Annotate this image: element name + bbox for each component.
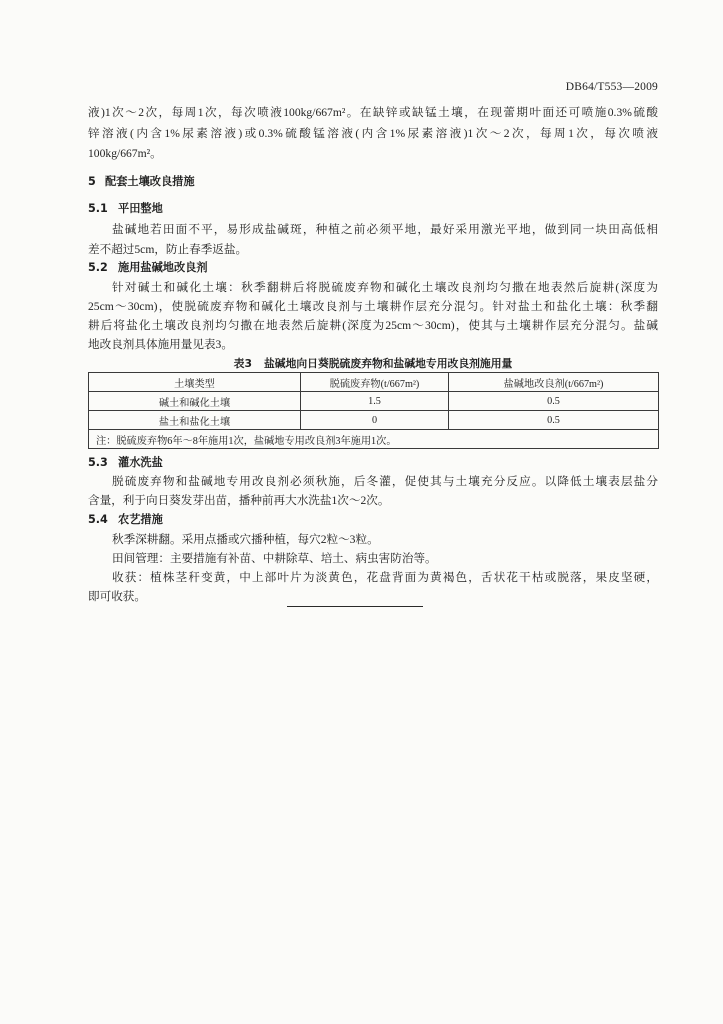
table-row [89,392,659,411]
section-5-4-heading [88,511,163,529]
table-cell: 碱土和碱化土壤 [89,392,301,411]
section-5-1-heading [88,200,163,218]
text-line: 差不超过5cm，防止春季返盐。 [88,243,248,256]
table-cell: 0 [301,411,449,430]
table-row [89,411,659,430]
section-5-1-body [88,220,658,260]
table-title: 盐碱地向日葵脱硫废弃物和盐碱地专用改良剂施用量 [263,357,513,370]
application-rate-table [88,372,659,449]
section-number: 5.1 [88,202,108,215]
text-line: 25cm～30cm)，使脱硫废弃物和碱化土壤改良剂与土壤耕作层充分混匀。针对盐土和盐化土壤：秋季翻 [88,299,658,313]
text-line: 100kg/667m²。 [88,147,162,160]
section-number: 5 [88,175,96,188]
text-line: 针对碱土和碱化土壤：秋季翻耕后将脱硫废弃物和碱化土壤改良剂均匀撒在地表然后旋耕(深度为 [112,280,658,294]
table-cell: 盐土和盐化土壤 [89,411,301,430]
text-line: 盐碱地若田面不平，易形成盐碱斑，种植之前必须平地，最好采用激光平地，做到同一块田高低相 [112,223,658,236]
section-title: 平田整地 [118,202,163,215]
section-5-4-body [88,530,658,606]
text-line: 即可收获。 [88,589,146,603]
text-line: 耕后将盐化土壤改良剂均匀撒在地表然后旋耕(深度为25cm～30cm)，使其与土壤耕作层充分混匀。盐碱 [88,318,658,332]
table-label: 表3 [233,357,252,370]
text-line: 脱硫废弃物和盐碱地专用改良剂必须秋施，后冬灌，促使其与土壤充分反应。以降低土壤表层盐分 [112,474,658,488]
column-header: 脱硫废弃物(t/667m²) [301,373,449,392]
section-5-3-body [88,472,658,510]
text-line: 锌溶液(内含1%尿素溶液)或0.3%硫酸锰溶液(内含1%尿素溶液)1次～2次，每周1次，每次喷液 [88,126,658,140]
section-5-3-heading [88,454,163,472]
standard-number: DB64/T553—2009 [565,81,658,93]
table-note-row [89,430,659,449]
end-rule [287,606,423,607]
intro-paragraph [88,103,658,165]
table-header-row [89,373,659,392]
table-cell: 1.5 [301,392,449,411]
text-line: 秋季深耕翻。采用点播或穴播种植，每穴2粒～3粒。 [112,532,379,546]
text-line: 含量，利于向日葵发芽出苗，播种前再大水洗盐1次～2次。 [88,493,390,507]
table-cell: 0.5 [449,392,659,411]
section-title: 农艺措施 [118,513,163,526]
text-line: 液)1次～2次，每周1次，每次喷液100kg/667m²。在缺锌或缺锰土壤，在现蕾期叶面还可喷施0.3%硫酸 [88,106,658,119]
table-cell: 0.5 [449,411,659,430]
table-caption [88,356,658,372]
table-note: 注：脱硫废弃物6年～8年施用1次，盐碱地专用改良剂3年施用1次。 [89,430,659,449]
text-line: 田间管理：主要措施有补苗、中耕除草、培土、病虫害防治等。 [112,551,437,565]
section-5-2-body [88,278,658,354]
section-title: 灌水洗盐 [118,456,163,469]
column-header: 盐碱地改良剂(t/667m²) [449,373,659,392]
section-5-heading [88,173,195,191]
text-line: 地改良剂具体施用量见表3。 [88,337,233,351]
section-number: 5.4 [88,513,108,526]
section-title: 施用盐碱地改良剂 [118,261,208,274]
section-number: 5.2 [88,261,108,274]
section-title: 配套土壤改良措施 [105,175,195,188]
section-number: 5.3 [88,456,108,469]
section-5-2-heading [88,259,208,277]
column-header: 土壤类型 [89,373,301,392]
text-line: 收获：植株茎秆变黄，中上部叶片为淡黄色，花盘背面为黄褐色，舌状花干枯或脱落，果皮坚硬， [112,570,658,584]
